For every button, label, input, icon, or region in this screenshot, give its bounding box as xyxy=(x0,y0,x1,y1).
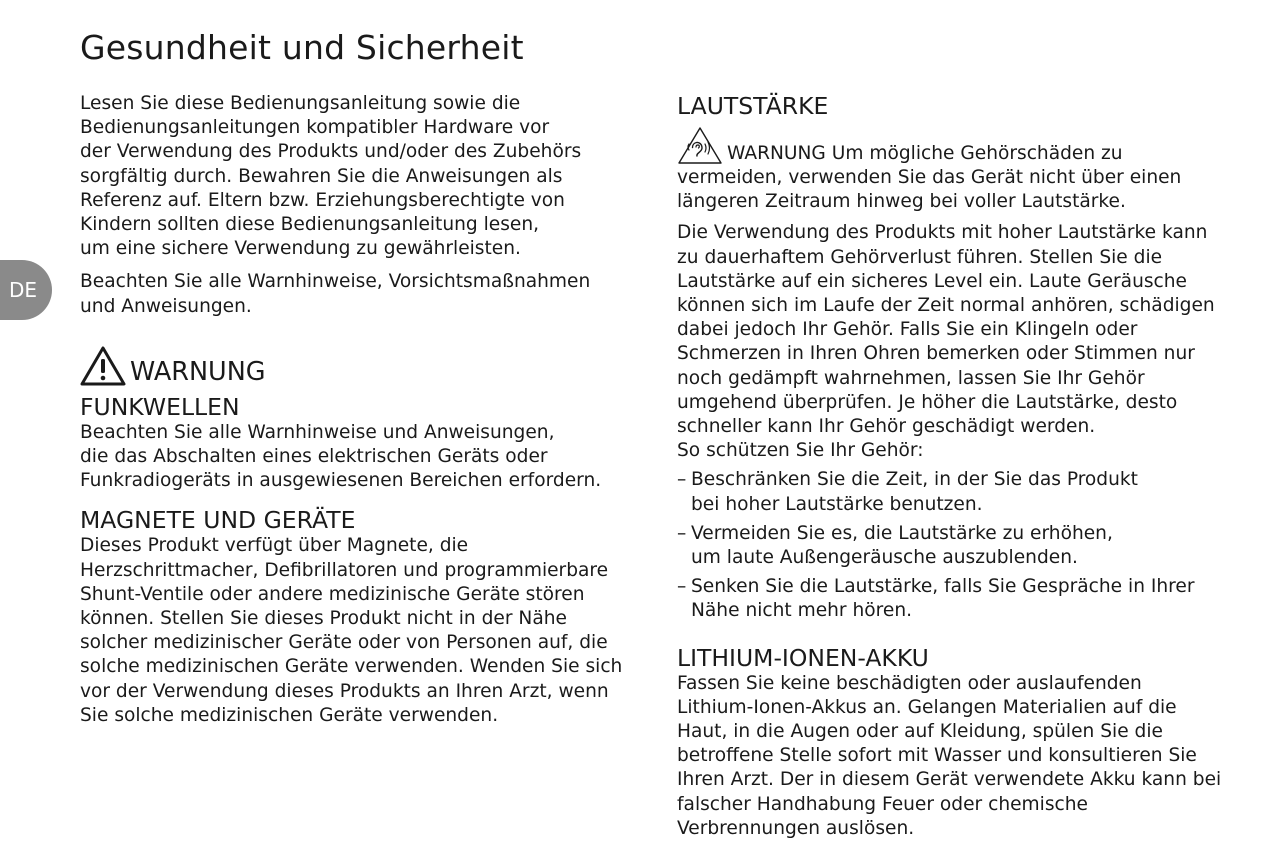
observe-paragraph xyxy=(80,270,640,318)
text-line: Funkradiogeräts in ausgewiesenen Bereichen erfordern. xyxy=(80,470,602,492)
text-line: um eine sichere Verwendung zu gewährleisten. xyxy=(80,238,521,260)
volume-warning-paragraph xyxy=(677,166,1247,214)
text-line: Fassen Sie keine beschädigten oder auslaufenden xyxy=(677,672,1142,694)
left-column xyxy=(80,92,640,728)
text-line: der Verwendung des Produkts und/oder des Zubehörs xyxy=(80,141,582,163)
warning-label: WARNUNG xyxy=(130,356,266,387)
list-item xyxy=(677,468,1247,516)
text-line: Referenz auf. Eltern bzw. Erziehungsberechtigte von xyxy=(80,189,565,211)
text-line: Die Verwendung des Produkts mit hoher Lautstärke kann xyxy=(677,222,1208,244)
hearing-warning-icon xyxy=(677,126,723,166)
list-item xyxy=(677,522,1247,570)
text-line: Nähe nicht mehr hören. xyxy=(691,600,913,622)
text-line: Shunt-Ventile oder andere medizinische Geräte stören xyxy=(80,583,585,605)
text-line: umgehend überprüfen. Je höher die Lautstärke, desto xyxy=(677,391,1178,413)
text-line: Beachten Sie alle Warnhinweise, Vorsichtsmaßnahmen xyxy=(80,271,591,293)
magnets-paragraph xyxy=(80,534,640,728)
text-line: Vermeiden Sie es, die Lautstärke zu erhöhen, xyxy=(691,522,1113,544)
text-line: Lithium-Ionen-Akkus an. Gelangen Materialien auf die xyxy=(677,696,1177,718)
text-line: können sich im Laufe der Zeit normal anhören, schädigen xyxy=(677,295,1215,317)
text-line: falscher Handhabung Feuer oder chemische xyxy=(677,793,1088,815)
list-item xyxy=(677,575,1247,623)
text-line: Haut, in die Augen oder auf Kleidung, spülen Sie die xyxy=(677,721,1163,743)
text-line: bei hoher Lautstärke benutzen. xyxy=(691,493,983,515)
text-line: Senken Sie die Lautstärke, falls Sie Gespräche in Ihrer xyxy=(691,576,1195,598)
warning-banner xyxy=(80,345,640,387)
section-heading-funkwellen: FUNKWELLEN xyxy=(80,392,240,421)
text-line: Sie solche medizinischen Geräte verwenden. xyxy=(80,704,499,726)
section-heading-lautstaerke: LAUTSTÄRKE xyxy=(677,92,829,120)
bullet-dash: – xyxy=(677,469,687,491)
hearing-warning-row xyxy=(677,126,1247,166)
text-line: So schützen Sie Ihr Gehör: xyxy=(677,440,924,462)
text-line: Dieses Produkt verfügt über Magnete, die xyxy=(80,535,469,557)
text-line: noch gedämpft wahrnehmen, lassen Sie Ihr Gehör xyxy=(677,367,1145,389)
text-line: solcher medizinischer Geräte oder von Personen auf, die xyxy=(80,632,608,654)
text-line: schneller kann Ihr Gehör geschädigt werden. xyxy=(677,416,1096,438)
warning-triangle-icon xyxy=(80,345,126,387)
right-column xyxy=(677,92,1247,841)
text-line: zu dauerhaftem Gehörverlust führen. Stellen Sie die xyxy=(677,246,1163,268)
section-heading-magnete: MAGNETE UND GERÄTE xyxy=(80,506,356,535)
volume-paragraph xyxy=(677,221,1247,463)
section-heading-akku: LITHIUM-IONEN-AKKU xyxy=(677,643,929,672)
battery-paragraph xyxy=(677,672,1247,841)
text-line: Bedienungsanleitungen kompatibler Hardware vor xyxy=(80,117,550,139)
text-line: dabei jedoch Ihr Gehör. Falls Sie ein Klingeln oder xyxy=(677,319,1138,341)
text-line: die das Abschalten eines elektrischen Geräts oder xyxy=(80,446,548,468)
text-line: Beachten Sie alle Warnhinweise und Anweisungen, xyxy=(80,421,555,443)
bullet-dash: – xyxy=(677,576,687,598)
text-line: solche medizinischen Geräte verwenden. Wenden Sie sich xyxy=(80,656,623,678)
language-tab[interactable]: DE xyxy=(0,260,52,320)
text-line: Herzschrittmacher, Defibrillatoren und programmierbare xyxy=(80,559,609,581)
text-line: betroffene Stelle sofort mit Wasser und konsultieren Sie xyxy=(677,745,1197,767)
text-line: Lesen Sie diese Bedienungsanleitung sowie die xyxy=(80,93,521,114)
text-line: sorgfältig durch. Bewahren Sie die Anweisungen als xyxy=(80,165,563,187)
text-line: Schmerzen in Ihren Ohren bemerken oder Stimmen nur xyxy=(677,343,1195,365)
bullet-dash: – xyxy=(677,522,687,544)
text-line: Ihren Arzt. Der in diesem Gerät verwendete Akku kann bei xyxy=(677,769,1222,791)
text-line: und Anweisungen. xyxy=(80,295,252,317)
text-line: vermeiden, verwenden Sie das Gerät nicht über einen xyxy=(677,167,1182,188)
text-line: können. Stellen Sie dieses Produkt nicht in der Nähe xyxy=(80,608,567,630)
text-line: längeren Zeitraum hinweg bei voller Lautstärke. xyxy=(677,191,1126,213)
intro-paragraph xyxy=(80,92,640,261)
text-line: WARNUNG Um mögliche Gehörschäden zu xyxy=(727,142,1123,164)
radio-paragraph xyxy=(80,421,640,494)
page-title: Gesundheit und Sicherheit xyxy=(80,28,524,67)
text-line: um laute Außengeräusche auszublenden. xyxy=(691,547,1078,569)
text-line: Verbrennungen auslösen. xyxy=(677,817,915,839)
text-line: Lautstärke auf ein sicheres Level ein. Laute Geräusche xyxy=(677,270,1187,292)
text-line: Kindern sollten diese Bedienungsanleitung lesen, xyxy=(80,214,540,236)
text-line: Beschränken Sie die Zeit, in der Sie das Produkt xyxy=(691,469,1138,491)
text-line: vor der Verwendung dieses Produkts an Ihren Arzt, wenn xyxy=(80,680,609,702)
